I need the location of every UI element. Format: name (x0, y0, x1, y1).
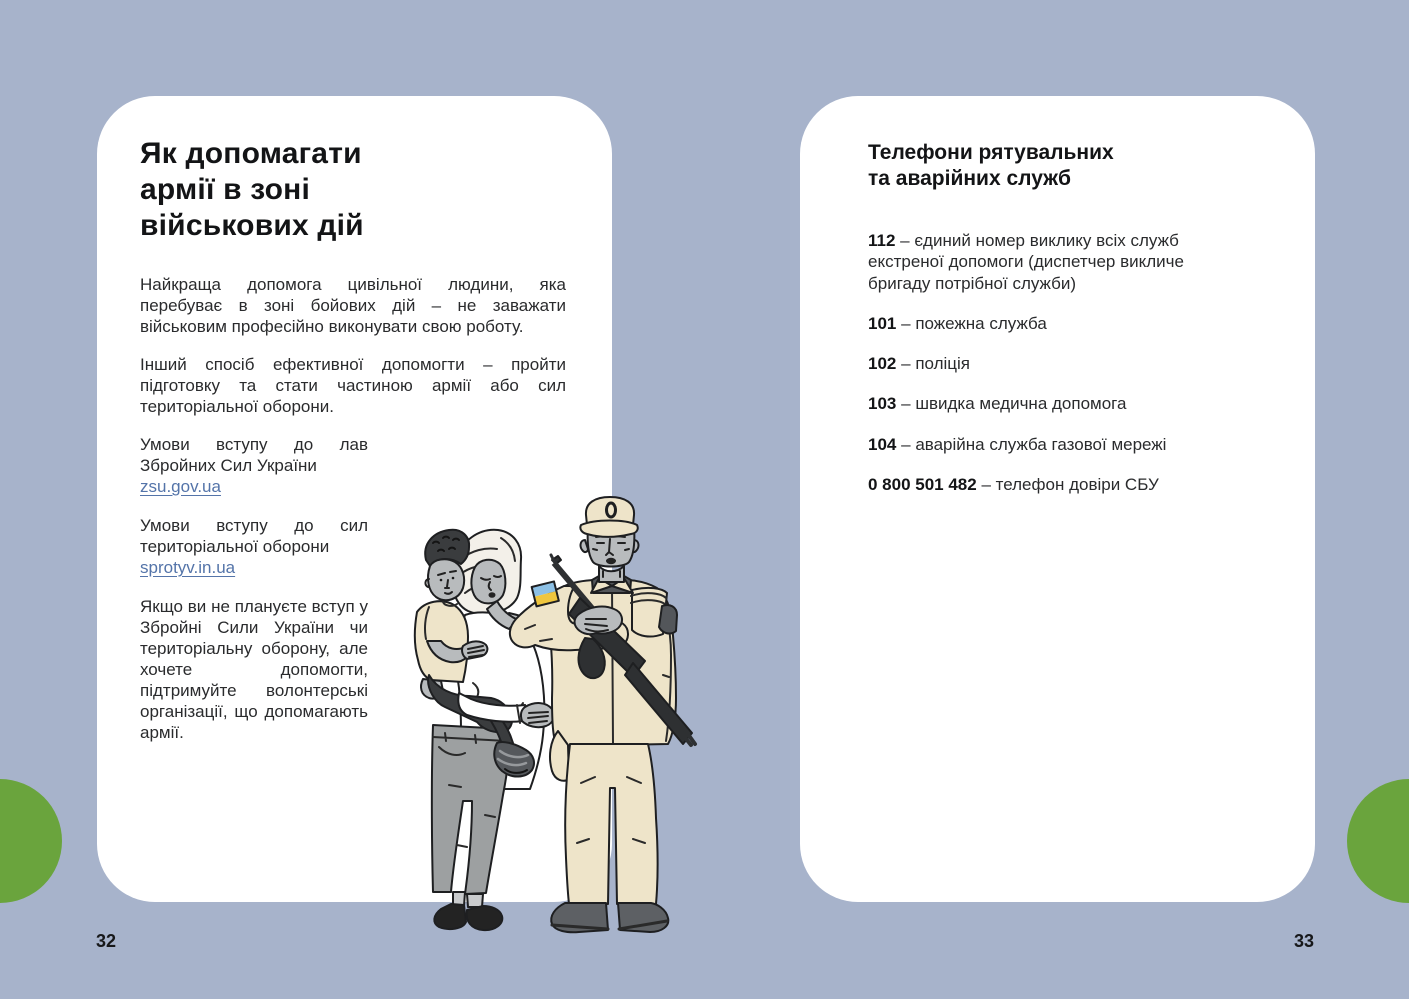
title-line: та аварійних служб (868, 167, 1072, 190)
family-and-soldier-illustration (405, 483, 725, 975)
green-accent-circle-right (1347, 779, 1409, 903)
enlist-army-line: Збройних Сил України (140, 456, 317, 475)
phone-description: телефон довіри СБУ (995, 475, 1159, 495)
dash: – (901, 434, 911, 454)
dash: – (900, 231, 910, 250)
enlist-defense-line: Умови вступу до сил (140, 516, 368, 535)
phone-number: 0 800 501 482 (868, 475, 977, 495)
phone-number: 103 (868, 394, 897, 414)
link-sprotyv-in-ua[interactable]: sprotyv.in.ua (140, 558, 236, 577)
link-zsu-gov-ua[interactable]: zsu.gov.ua (140, 477, 221, 496)
title-line: армії в зоні (140, 173, 311, 206)
title-line: військових дій (140, 209, 364, 242)
enlist-army-block (140, 434, 368, 497)
enlist-army-line: Умови вступу до лав (140, 435, 368, 454)
phone-item-103 (868, 393, 1224, 414)
phone-item-104 (868, 434, 1224, 455)
phone-item-sbu-hotline (868, 474, 1224, 495)
dash: – (901, 313, 911, 333)
right-page-card (800, 96, 1315, 902)
phone-item-102 (868, 353, 1224, 374)
phone-number: 102 (868, 354, 897, 374)
phone-description: пожежна служба (915, 313, 1047, 333)
enlist-defense-line: територіальної оборони (140, 537, 330, 556)
page-title (140, 136, 568, 244)
phone-item-101 (868, 313, 1224, 334)
phone-list (868, 230, 1224, 495)
enlist-defense-block (140, 515, 368, 578)
phone-item-112 (868, 230, 1224, 294)
paragraph-best-help: Найкраща допомога цивільної людини, яка перебуває в зоні бойових дій – не заважати військовим професійно виконувати свою роботу. (140, 275, 566, 336)
paragraph-join-army: Інший спосіб ефективної допомогти – пройти підготовку та стати частиною армії або сил територіальної оборони. (140, 355, 566, 416)
paragraph-volunteer: Якщо ви не плануєте вступ у Збройні Сили України чи територіальну оборону, але хочете допомогти, підтримуйте волонтерські організації, що допомагають армії. (140, 597, 368, 742)
dash: – (981, 475, 991, 495)
phone-number: 104 (868, 434, 897, 454)
page-number-left: 32 (96, 931, 117, 951)
phone-number: 101 (868, 313, 897, 333)
page-number-right: 33 (1293, 931, 1314, 951)
phone-description: швидка медична допомога (915, 394, 1127, 414)
phone-description: поліція (915, 354, 971, 374)
title-line: Телефони рятувальних (868, 141, 1114, 164)
green-accent-circle-left (0, 779, 62, 903)
dash: – (901, 354, 911, 374)
emergency-phones-title (868, 140, 1224, 192)
phone-description: аварійна служба газової мережі (915, 434, 1167, 454)
dash: – (901, 394, 911, 414)
phone-description: єдиний номер виклику всіх служб екстреної допомоги (диспетчер викличе бригаду потрібної служби) (868, 231, 1184, 293)
phone-number: 112 (868, 231, 896, 250)
title-line: Як допомагати (140, 137, 362, 170)
